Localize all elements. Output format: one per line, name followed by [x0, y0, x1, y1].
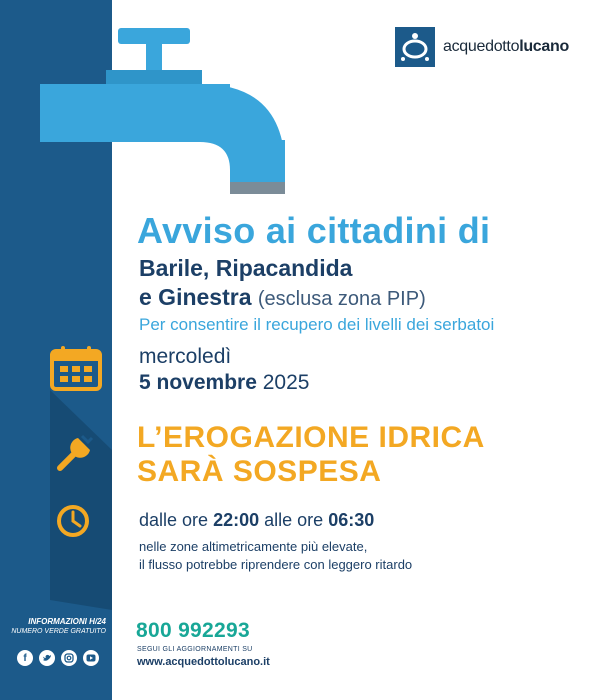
info-title: INFORMAZIONI H/24 [28, 617, 106, 626]
suspension-hours [139, 510, 374, 531]
social-links [17, 650, 99, 666]
exclusion-note: (esclusa zona PIP) [257, 288, 426, 310]
notice-year: 2025 [262, 371, 310, 394]
hours-start: 22:00 [213, 510, 260, 530]
brand-name-part1: acquedotto [443, 38, 520, 55]
hours-mid: alle ore [264, 510, 324, 530]
notice-date [139, 371, 309, 395]
notice-details [139, 538, 412, 574]
brand-logo-mark [395, 27, 435, 67]
clock-icon [55, 503, 91, 539]
faucet-illustration [0, 0, 300, 200]
towns-line-2-text: e Ginestra [139, 284, 252, 310]
towns-line-1: Barile, Ripacandida [139, 255, 353, 281]
detail-line-1: nelle zone altimetricamente più elevate, [139, 539, 368, 554]
brand-name [443, 38, 569, 56]
notice-heading: Avviso ai cittadini di [137, 210, 491, 251]
website-link[interactable]: www.acquedottolucano.it [137, 656, 270, 668]
towns-line-2 [139, 284, 426, 311]
facebook-icon[interactable]: f [17, 650, 33, 666]
twitter-icon[interactable] [39, 650, 55, 666]
calendar-icon [48, 344, 104, 392]
follow-label: SEGUI GLI AGGIORNAMENTI SU [137, 646, 253, 653]
brand-logo [395, 27, 569, 67]
toll-free-number[interactable]: 800 992293 [136, 619, 250, 642]
hours-prefix: dalle ore [139, 510, 209, 530]
youtube-icon[interactable] [83, 650, 99, 666]
wrench-icon [52, 428, 100, 476]
suspension-alert [137, 421, 485, 489]
instagram-icon[interactable] [61, 650, 77, 666]
notice-reason: Per consentire il recupero dei livelli dei serbatoi [139, 315, 495, 334]
notice-date-bold: 5 novembre [139, 371, 257, 394]
detail-line-2: il flusso potrebbe riprendere con leggero ritardo [139, 557, 413, 572]
info-subtitle: NUMERO VERDE GRATUITO [11, 628, 106, 635]
alert-line-1: L’EROGAZIONE IDRICA [137, 421, 485, 454]
hours-end: 06:30 [328, 510, 375, 530]
notice-weekday: mercoledì [139, 345, 232, 368]
brand-name-part2: lucano [519, 38, 569, 55]
alert-line-2: SARÀ SOSPESA [137, 455, 382, 488]
